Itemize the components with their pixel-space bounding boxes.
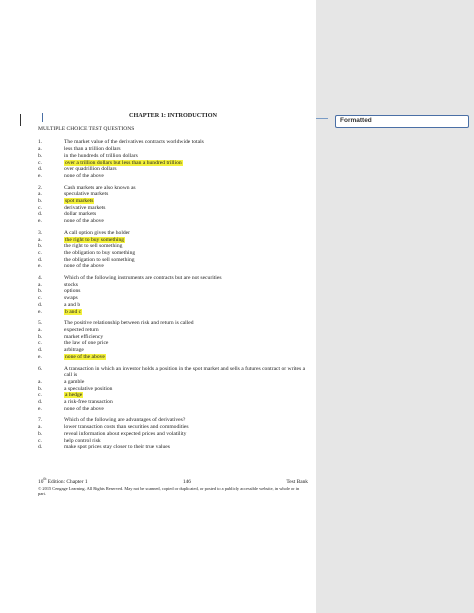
option-letter: d. (38, 347, 43, 354)
document-body[interactable] (38, 113, 308, 456)
option-letter: e. (38, 405, 42, 412)
highlighted-answer-text: over a trillion dollars but less than a hundred trillion (65, 159, 182, 166)
option-text: none of the above (64, 172, 104, 179)
option-letter: a. (38, 424, 42, 431)
question-number: 7. (38, 417, 43, 424)
answer-option (38, 146, 308, 153)
option-text: a risk-free transaction (64, 399, 113, 406)
option-letter: d. (38, 256, 43, 263)
option-letter: a. (38, 326, 42, 333)
answer-option (38, 198, 308, 205)
question-text: The positive relationship between risk and return is called (64, 320, 194, 327)
answer-option (38, 295, 308, 302)
option-text: the obligation to sell something (64, 256, 135, 263)
option-letter: c. (38, 340, 42, 347)
option-letter: a. (38, 378, 42, 385)
option-text: market efficiency (64, 333, 104, 340)
answer-option (38, 399, 308, 406)
footer-edition: 10th Edition: Chapter 1 (38, 477, 88, 485)
option-text: a speculative position (64, 385, 113, 392)
answer-option (38, 153, 308, 160)
question-item (38, 366, 308, 413)
option-letter: c. (38, 295, 42, 302)
footer-book: Test Bank (286, 479, 308, 485)
question-number: 4. (38, 275, 43, 282)
answer-option (38, 340, 308, 347)
option-letter: a. (38, 146, 42, 153)
answer-option (38, 392, 308, 399)
chapter-title: CHAPTER 1: INTRODUCTION (128, 112, 217, 119)
question-number: 3. (38, 229, 43, 236)
answer-option (38, 406, 308, 413)
answer-option (38, 166, 308, 173)
answer-option (38, 237, 308, 244)
option-text: a gamble (64, 378, 85, 385)
option-letter: d. (38, 444, 43, 451)
option-letter: d. (38, 301, 43, 308)
answer-option (38, 205, 308, 212)
answer-option (38, 347, 308, 354)
question-list (38, 139, 308, 451)
question-item (38, 230, 308, 270)
option-letter: b. (38, 288, 43, 295)
option-letter: c. (38, 204, 42, 211)
answer-option (38, 288, 308, 295)
question-item (38, 320, 308, 360)
option-letter: a. (38, 281, 42, 288)
option-letter: c. (38, 159, 42, 166)
option-letter: b. (38, 243, 43, 250)
answer-option (38, 327, 308, 334)
text-cursor (20, 114, 21, 126)
question-item (38, 185, 308, 225)
option-text: reveal information about expected prices and volatility (64, 430, 187, 437)
question-text: Which of the following instruments are contracts but are not securities (64, 275, 222, 282)
footer-page-number: 146 (182, 479, 191, 485)
option-letter: e. (38, 263, 42, 270)
option-text: derivative markets (64, 204, 106, 211)
option-text: the right to sell something (64, 243, 123, 250)
option-text: a and b (64, 301, 81, 308)
answer-option (38, 354, 308, 361)
option-letter: e. (38, 218, 42, 225)
option-text: lower transaction costs than securities and commodities (64, 424, 189, 431)
option-text: dollar markets (64, 211, 97, 218)
answer-option (38, 302, 308, 309)
option-text: over quadrillion dollars (64, 166, 117, 173)
option-text: help control risk (64, 437, 101, 444)
answer-option (38, 191, 308, 198)
highlighted-answer-text: b and c (65, 308, 82, 315)
answer-option (38, 173, 308, 180)
option-letter: d. (38, 166, 43, 173)
answer-option (38, 386, 308, 393)
highlighted-answer-text: none of the above (65, 353, 105, 360)
question-item (38, 275, 308, 315)
comment-balloon[interactable] (335, 115, 469, 128)
option-text: expected return (64, 326, 99, 333)
option-text: less than a trillion dollars (64, 146, 121, 153)
option-letter: b. (38, 385, 43, 392)
option-text: swaps (64, 295, 78, 302)
comment-label: Formatted (340, 117, 372, 124)
option-letter: e. (38, 172, 42, 179)
question-item (38, 139, 308, 179)
question-item (38, 417, 308, 451)
answer-option (38, 263, 308, 270)
option-text: make spot prices stay closer to their true values (64, 444, 170, 451)
highlighted-answer-text: the right to buy something (65, 236, 125, 243)
highlighted-answer-text: spot markets (65, 198, 94, 205)
option-text: the obligation to buy something (64, 249, 136, 256)
section-heading: MULTIPLE CHOICE TEST QUESTIONS (38, 125, 135, 132)
option-text: none of the above (64, 263, 104, 270)
option-letter: b. (38, 430, 43, 437)
answer-option (38, 282, 308, 289)
option-text: none of the above (64, 405, 104, 412)
option-letter: c. (38, 392, 42, 399)
question-text: The market value of the derivatives contracts worldwide totals (64, 139, 204, 146)
answer-option (38, 250, 308, 257)
option-letter: a. (38, 191, 42, 198)
option-letter: d. (38, 399, 43, 406)
question-text: Which of the following are advantages of derivatives? (64, 417, 186, 424)
option-letter: b. (38, 198, 43, 205)
option-letter: a. (38, 236, 42, 243)
answer-option (38, 438, 308, 445)
question-text: A transaction in which an investor holds a position in the spot market and sells a futures contract or writes a call is (64, 365, 306, 379)
option-letter: e. (38, 353, 42, 360)
answer-option (38, 379, 308, 386)
question-text: Cash markets are also known as (64, 184, 136, 191)
option-letter: c. (38, 437, 42, 444)
answer-option (38, 431, 308, 438)
answer-option (38, 160, 308, 167)
option-letter: b. (38, 333, 43, 340)
option-text: stocks (64, 281, 78, 288)
answer-option (38, 243, 308, 250)
markup-pane (316, 0, 474, 613)
question-number: 1. (38, 139, 43, 146)
option-text: options (64, 288, 81, 295)
option-text: the law of one price (64, 340, 109, 347)
option-letter: b. (38, 152, 43, 159)
option-letter: e. (38, 308, 42, 315)
question-number: 6. (38, 365, 43, 372)
question-number: 2. (38, 184, 43, 191)
option-text: speculative markets (64, 191, 109, 198)
option-text: arbitrage (64, 347, 84, 354)
option-text: in the hundreds of trillion dollars (64, 152, 138, 159)
option-letter: c. (38, 249, 42, 256)
answer-option (38, 424, 308, 431)
footer-copyright: © 2015 Cengage Learning. All Rights Reserved. May not be scanned, copied or duplicated, or posted to a publicly accessible website, in whole or in part. (38, 486, 300, 497)
question-number: 5. (38, 320, 43, 327)
page-footer (38, 479, 308, 497)
question-text: A call option gives the holder (64, 229, 131, 236)
answer-option (38, 309, 308, 316)
answer-option (38, 444, 308, 451)
option-letter: d. (38, 211, 43, 218)
highlighted-answer-text: a hedge (65, 392, 83, 399)
answer-option (38, 218, 308, 225)
option-text: none of the above (64, 218, 104, 225)
